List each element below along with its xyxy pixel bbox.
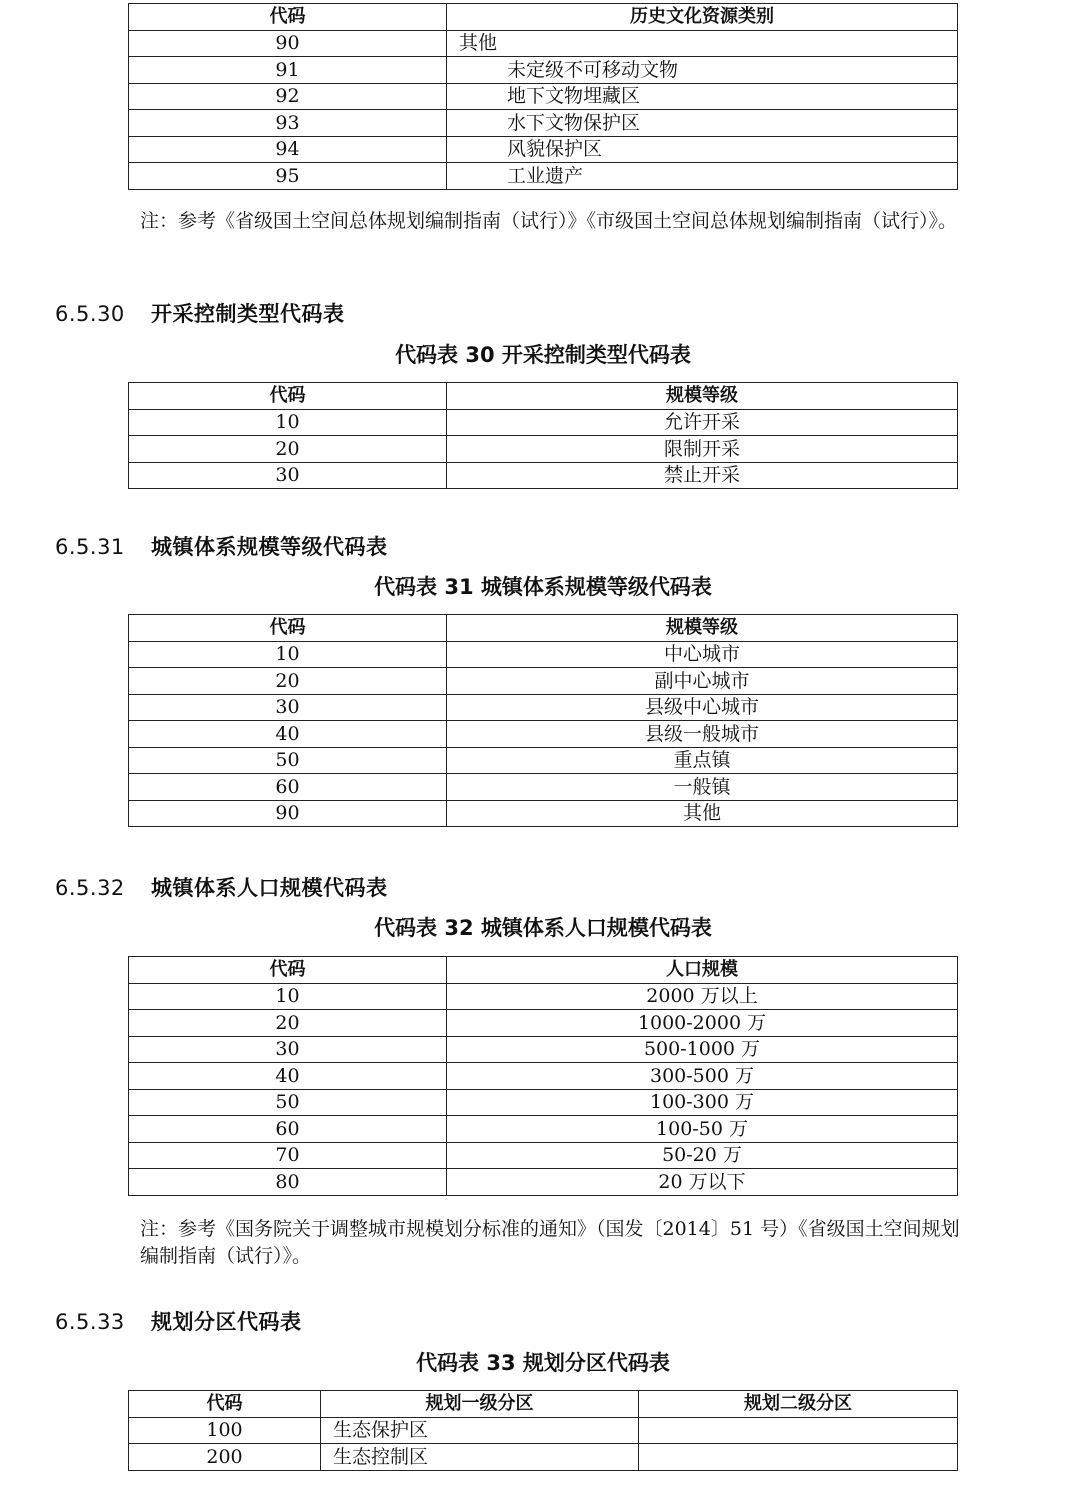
section-title: 城镇体系规模等级代码表	[151, 535, 388, 559]
table-row	[129, 136, 958, 163]
table-row	[129, 1444, 958, 1471]
cell-code: 10	[129, 983, 447, 1010]
cell-population: 20 万以下	[447, 1169, 958, 1196]
cell-category: 工业遗产	[447, 163, 958, 190]
header-code: 代码	[129, 615, 447, 642]
cell-population: 100-50 万	[447, 1116, 958, 1143]
table-row	[129, 1116, 958, 1143]
table-row	[129, 1142, 958, 1169]
section-title: 开采控制类型代码表	[151, 302, 345, 326]
cell-level: 县级中心城市	[447, 694, 958, 721]
cell-level: 限制开采	[447, 436, 958, 463]
table-row	[129, 721, 958, 748]
table-caption-31: 代码表 31 城镇体系规模等级代码表	[374, 575, 712, 599]
cell-code: 20	[129, 668, 447, 695]
cell-code: 80	[129, 1169, 447, 1196]
table-29-note: 注：参考《省级国土空间总体规划编制指南（试行）》《市级国土空间总体规划编制指南（试行）》。	[140, 210, 958, 232]
cell-level: 其他	[447, 800, 958, 827]
cell-code: 100	[129, 1417, 321, 1444]
cell-population: 500-1000 万	[447, 1036, 958, 1063]
cell-code: 10	[129, 409, 447, 436]
cell-population: 300-500 万	[447, 1063, 958, 1090]
table-31-town-scale	[128, 614, 958, 827]
section-heading-32	[55, 872, 388, 902]
header-code: 代码	[129, 4, 447, 31]
cell-code: 70	[129, 1142, 447, 1169]
section-title: 规划分区代码表	[151, 1310, 302, 1334]
section-heading-33	[55, 1306, 302, 1336]
header-level: 规模等级	[447, 615, 958, 642]
cell-code: 50	[129, 747, 447, 774]
header-level: 规模等级	[447, 383, 958, 410]
cell-code: 20	[129, 436, 447, 463]
header-level1: 规划一级分区	[321, 1391, 639, 1418]
cell-category: 地下文物埋藏区	[447, 83, 958, 110]
cell-category: 水下文物保护区	[447, 110, 958, 137]
cell-code: 50	[129, 1089, 447, 1116]
table-row	[129, 694, 958, 721]
header-population: 人口规模	[447, 957, 958, 984]
cell-code: 91	[129, 57, 447, 84]
cell-code: 93	[129, 110, 447, 137]
section-heading-30	[55, 298, 345, 328]
table-row	[129, 1010, 958, 1037]
section-number: 6.5.33	[55, 1310, 125, 1334]
table-30-mining-control	[128, 382, 958, 489]
cell-level2	[639, 1444, 958, 1471]
cell-code: 95	[129, 163, 447, 190]
cell-category: 其他	[447, 30, 958, 57]
cell-code: 60	[129, 1116, 447, 1143]
section-number: 6.5.30	[55, 302, 125, 326]
table-row	[129, 83, 958, 110]
cell-code: 90	[129, 30, 447, 57]
cell-code: 90	[129, 800, 447, 827]
cell-level: 重点镇	[447, 747, 958, 774]
cell-code: 30	[129, 694, 447, 721]
table-row	[129, 462, 958, 489]
cell-category: 风貌保护区	[447, 136, 958, 163]
table-caption-33: 代码表 33 规划分区代码表	[416, 1351, 670, 1375]
table-32-population-scale	[128, 956, 958, 1196]
header-code: 代码	[129, 957, 447, 984]
cell-level2	[639, 1417, 958, 1444]
section-title: 城镇体系人口规模代码表	[151, 876, 388, 900]
cell-code: 92	[129, 83, 447, 110]
cell-code: 94	[129, 136, 447, 163]
section-number: 6.5.32	[55, 876, 125, 900]
table-29-historic-resources	[128, 3, 958, 190]
cell-population: 50-20 万	[447, 1142, 958, 1169]
cell-code: 40	[129, 1063, 447, 1090]
table-row	[129, 1417, 958, 1444]
cell-code: 10	[129, 641, 447, 668]
cell-population: 1000-2000 万	[447, 1010, 958, 1037]
table-row	[129, 747, 958, 774]
cell-level1: 生态控制区	[321, 1444, 639, 1471]
table-row	[129, 436, 958, 463]
cell-code: 40	[129, 721, 447, 748]
table-row	[129, 1169, 958, 1196]
cell-code: 30	[129, 462, 447, 489]
table-row	[129, 57, 958, 84]
table-caption-30: 代码表 30 开采控制类型代码表	[395, 343, 691, 367]
section-number: 6.5.31	[55, 535, 125, 559]
cell-code: 30	[129, 1036, 447, 1063]
table-33-planning-zones	[128, 1390, 958, 1471]
table-header-row	[129, 383, 958, 410]
table-32-note: 注：参考《国务院关于调整城市规模划分标准的通知》（国发〔2014〕51 号）《省级国土空间规划编制指南（试行）》。	[140, 1218, 960, 1267]
table-row	[129, 1089, 958, 1116]
table-row	[129, 110, 958, 137]
cell-code: 60	[129, 774, 447, 801]
table-row	[129, 1036, 958, 1063]
table-row	[129, 774, 958, 801]
header-code: 代码	[129, 383, 447, 410]
cell-code: 20	[129, 1010, 447, 1037]
table-row	[129, 800, 958, 827]
cell-level: 一般镇	[447, 774, 958, 801]
table-row	[129, 163, 958, 190]
header-level2: 规划二级分区	[639, 1391, 958, 1418]
table-row	[129, 1063, 958, 1090]
table-row	[129, 30, 958, 57]
cell-code: 200	[129, 1444, 321, 1471]
section-heading-31	[55, 531, 388, 561]
header-category: 历史文化资源类别	[447, 4, 958, 31]
cell-level: 中心城市	[447, 641, 958, 668]
cell-level: 县级一般城市	[447, 721, 958, 748]
cell-level1: 生态保护区	[321, 1417, 639, 1444]
table-row	[129, 668, 958, 695]
cell-population: 100-300 万	[447, 1089, 958, 1116]
table-row	[129, 641, 958, 668]
table-header-row	[129, 1391, 958, 1418]
table-header-row	[129, 4, 958, 31]
cell-level: 禁止开采	[447, 462, 958, 489]
table-header-row	[129, 957, 958, 984]
cell-category: 未定级不可移动文物	[447, 57, 958, 84]
cell-level: 允许开采	[447, 409, 958, 436]
cell-population: 2000 万以上	[447, 983, 958, 1010]
table-caption-32: 代码表 32 城镇体系人口规模代码表	[374, 916, 712, 940]
cell-level: 副中心城市	[447, 668, 958, 695]
table-header-row	[129, 615, 958, 642]
table-row	[129, 409, 958, 436]
table-row	[129, 983, 958, 1010]
header-code: 代码	[129, 1391, 321, 1418]
